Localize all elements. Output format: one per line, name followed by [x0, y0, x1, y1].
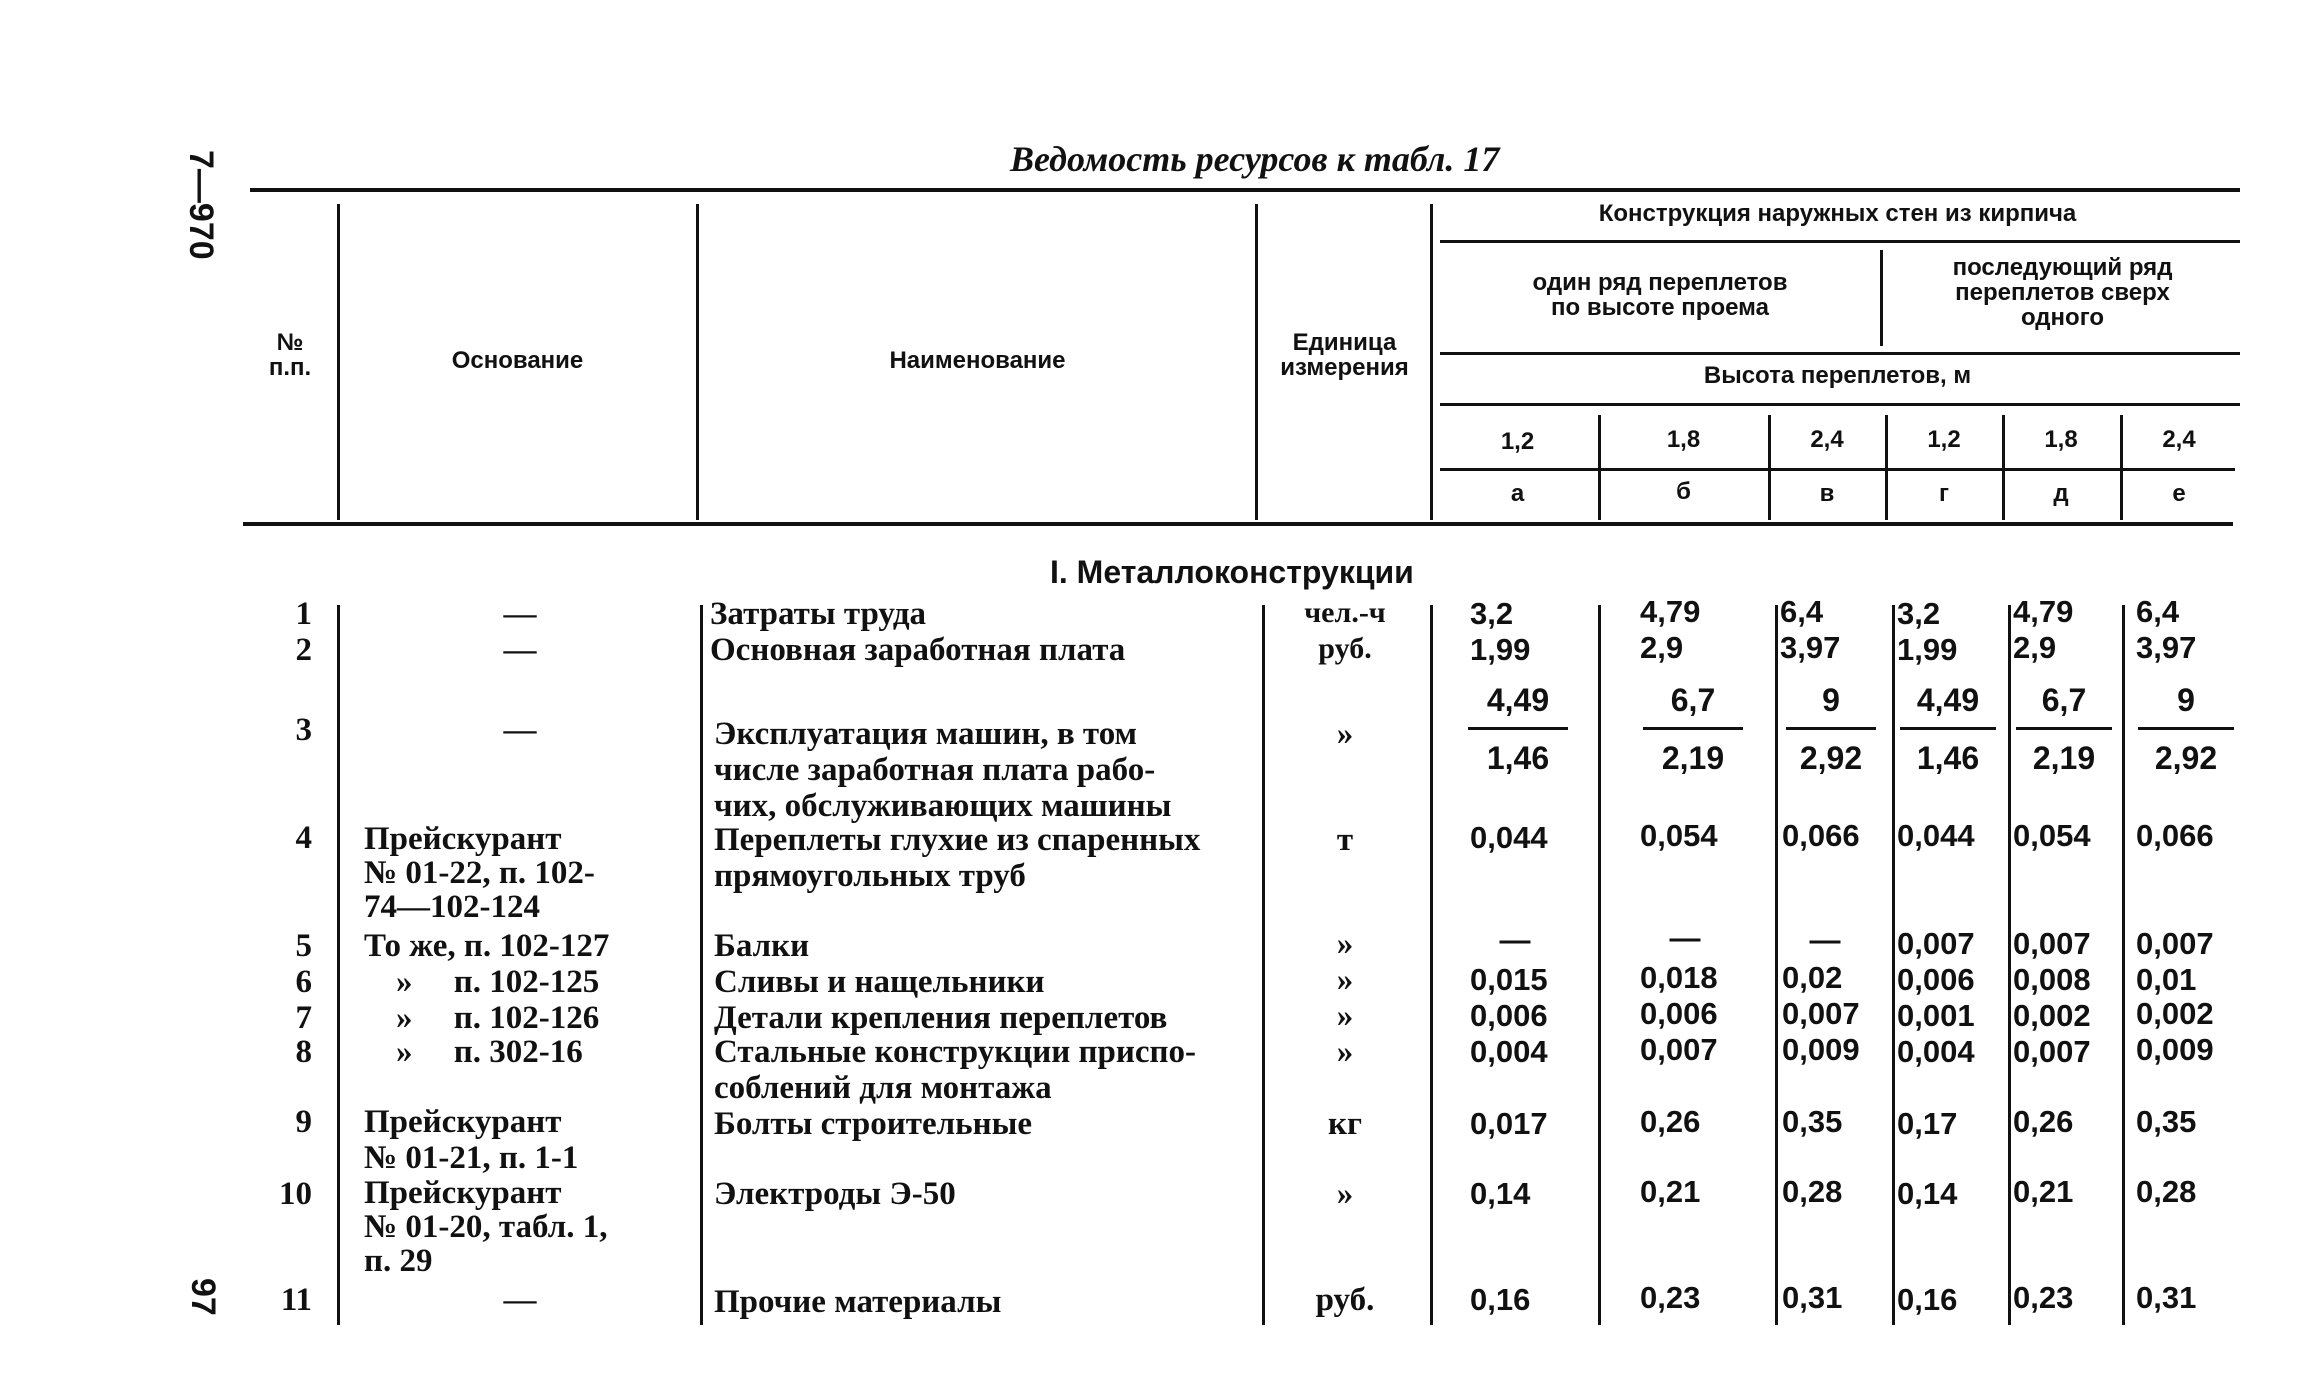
height-value: 2,4: [2162, 426, 2196, 453]
row-value: 6,4: [2136, 594, 2180, 629]
row-number: 8: [295, 1034, 312, 1070]
row-basis: —: [503, 632, 537, 668]
row-name: Прочие материалы: [714, 1284, 1002, 1320]
row-value: 0,066: [2136, 818, 2214, 853]
page-number: 97: [184, 1278, 222, 1316]
row-value: 0,004: [1470, 1034, 1548, 1069]
row-basis: —: [503, 1282, 537, 1318]
row-value: 0,004: [1897, 1034, 1975, 1069]
rule-groups: [1440, 352, 2240, 355]
row-value: 0,054: [2013, 818, 2091, 853]
header-construction: Конструкция наружных стен из кирпича: [1598, 200, 2077, 227]
header-unit: Единица измерения: [1280, 329, 1409, 382]
row-name: Стальные конструкции приспо- соблений для монтажа: [714, 1034, 1197, 1106]
row-basis: —: [503, 596, 537, 632]
column-letter: г: [1939, 480, 1949, 507]
row-value: 0,23: [1640, 1280, 1701, 1315]
fraction-value: [2138, 682, 2234, 777]
header-group-next: последующий ряд переплетов сверх одного: [1952, 254, 2173, 332]
row-value: 0,26: [1640, 1104, 1701, 1139]
row-value: 0,018: [1640, 960, 1718, 995]
row-value: 0,066: [1782, 818, 1860, 853]
header-height: Высота переплетов, м: [1703, 362, 1972, 389]
body-col-divider: [1598, 605, 1601, 1325]
header-col-divider: [337, 204, 340, 520]
row-value: 0,017: [1470, 1106, 1548, 1141]
row-unit: чел.-ч: [1304, 596, 1386, 629]
row-unit: »: [1336, 926, 1354, 962]
row-value: 0,007: [2013, 1034, 2091, 1069]
rule-height: [1440, 403, 2240, 406]
row-value: —: [1499, 922, 1531, 957]
row-unit: »: [1336, 998, 1354, 1034]
fraction-denominator: 1,46: [1916, 740, 1980, 776]
row-value: 0,008: [2013, 962, 2091, 997]
row-value: 4,79: [2013, 594, 2074, 629]
row-value: —: [1669, 920, 1701, 955]
row-basis: » п. 102-126: [396, 1000, 600, 1036]
fraction-denominator: 2,92: [2154, 740, 2218, 776]
row-value: 0,015: [1470, 962, 1548, 997]
row-value: 3,97: [2136, 630, 2197, 665]
height-value: 2,4: [1810, 426, 1844, 453]
fraction-numerator: 4,49: [1486, 682, 1550, 718]
row-value: 2,9: [1640, 630, 1684, 665]
row-value: 0,007: [2136, 926, 2214, 961]
row-name: Эксплуатация машин, в том числе заработная плата рабо- чих, обслуживающих машины: [714, 716, 1172, 824]
row-value: 0,35: [1782, 1104, 1843, 1139]
body-col-divider: [337, 605, 340, 1325]
row-value: 0,002: [2013, 998, 2091, 1033]
column-letter: б: [1676, 478, 1691, 505]
row-basis: —: [503, 712, 537, 748]
fraction-value: [2016, 682, 2112, 777]
row-name: Переплеты глухие из спаренных прямоугольных труб: [714, 822, 1201, 894]
fraction-denominator: 1,46: [1486, 740, 1550, 776]
row-name: Болты строительные: [714, 1106, 1032, 1142]
row-unit: кг: [1328, 1106, 1362, 1142]
row-number: 10: [279, 1176, 312, 1212]
row-number: 6: [295, 964, 312, 1000]
rule-letters: [1440, 468, 2235, 471]
row-value: 0,31: [2136, 1280, 2197, 1315]
row-name: Электроды Э-50: [714, 1176, 956, 1212]
body-col-divider: [1775, 605, 1778, 1325]
fraction-value: [1786, 682, 1876, 777]
row-value: 0,16: [1897, 1282, 1958, 1317]
row-value: 0,007: [1782, 996, 1860, 1031]
row-value: 0,26: [2013, 1104, 2074, 1139]
header-col-divider: [1255, 204, 1258, 520]
row-value: 0,007: [1640, 1032, 1718, 1067]
row-value: 0,044: [1470, 820, 1548, 855]
table-title: Ведомость ресурсов к табл. 17: [1010, 139, 1500, 179]
row-number: 3: [295, 712, 312, 748]
body-col-divider: [700, 605, 703, 1325]
row-value: 0,21: [1640, 1174, 1701, 1209]
header-no: № п.п.: [268, 329, 312, 382]
row-basis: Прейскурант № 01-21, п. 1-1: [364, 1104, 579, 1176]
row-basis: » п. 302-16: [396, 1034, 583, 1070]
header-basis: Основание: [451, 347, 584, 374]
row-unit: »: [1336, 716, 1354, 752]
row-value: 0,23: [2013, 1280, 2074, 1315]
header-name: Наименование: [889, 347, 1066, 374]
fraction-denominator: 2,19: [1661, 740, 1725, 776]
fraction-numerator: 9: [2177, 682, 2195, 718]
row-number: 1: [295, 596, 312, 632]
row-unit: »: [1336, 1034, 1354, 1070]
header-group-divider: [1880, 250, 1883, 346]
row-value: 0,17: [1897, 1106, 1958, 1141]
header-bottom-rule: [243, 522, 2233, 526]
row-value: 0,14: [1897, 1176, 1958, 1211]
row-value: 0,16: [1470, 1282, 1531, 1317]
row-value: 2,9: [2013, 630, 2057, 665]
row-value: 1,99: [1470, 632, 1531, 667]
rule-construction: [1440, 240, 2240, 243]
row-basis: То же, п. 102-127: [364, 928, 610, 964]
row-value: —: [1809, 922, 1841, 957]
fraction-denominator: 2,19: [2032, 740, 2096, 776]
height-value: 1,8: [1666, 426, 1701, 453]
row-value: 0,14: [1470, 1176, 1531, 1211]
row-value: 0,31: [1782, 1280, 1843, 1315]
row-value: 0,007: [1897, 926, 1975, 961]
row-value: 0,044: [1897, 818, 1975, 853]
fraction-value: [1900, 682, 1996, 777]
body-col-divider: [2122, 605, 2125, 1325]
row-name: Сливы и нащельники: [714, 964, 1045, 1000]
row-basis: Прейскурант № 01-22, п. 102- 74—102-124: [364, 821, 595, 925]
column-letter: е: [2172, 480, 2186, 507]
body-col-divider: [1892, 605, 1895, 1325]
row-number: 5: [295, 928, 312, 964]
row-value: 0,02: [1782, 960, 1843, 995]
side-code: 7—970: [182, 150, 220, 260]
row-value: 0,054: [1640, 818, 1718, 853]
header-group-one: один ряд переплетов по высоте проема: [1532, 269, 1788, 322]
section-title: I. Металлоконструкции: [1050, 554, 1414, 590]
row-number: 7: [295, 1000, 312, 1036]
row-value: 0,006: [1470, 998, 1548, 1033]
fraction-value: [1468, 682, 1568, 777]
column-letter: а: [1510, 480, 1525, 507]
row-value: 0,002: [2136, 996, 2214, 1031]
row-unit: руб.: [1318, 632, 1372, 665]
row-value: 0,006: [1640, 996, 1718, 1031]
fraction-numerator: 6,7: [1670, 682, 1716, 718]
row-value: 0,009: [1782, 1032, 1860, 1067]
row-value: 1,99: [1897, 632, 1958, 667]
header-top-rule: [250, 188, 2240, 192]
body-col-divider: [2008, 605, 2011, 1325]
height-value: 1,2: [1500, 428, 1535, 455]
row-value: 3,97: [1780, 630, 1841, 665]
fraction-value: [1643, 682, 1743, 777]
row-value: 3,2: [1470, 596, 1514, 631]
row-basis: Прейскурант № 01-20, табл. 1, п. 29: [364, 1175, 608, 1279]
row-name: Детали крепления переплетов: [714, 1000, 1168, 1036]
row-name: Балки: [714, 928, 810, 964]
column-letter: д: [2053, 480, 2069, 507]
row-number: 11: [280, 1282, 312, 1318]
row-value: 0,28: [2136, 1174, 2197, 1209]
column-letter: в: [1819, 480, 1835, 507]
fraction-numerator: 9: [1822, 682, 1840, 718]
header-col-divider: [1430, 204, 1433, 520]
row-name: Основная заработная плата: [710, 632, 1126, 668]
row-unit: »: [1336, 962, 1354, 998]
height-value: 1,8: [2044, 426, 2078, 453]
row-value: 0,21: [2013, 1174, 2074, 1209]
row-unit: т: [1336, 822, 1354, 858]
fraction-numerator: 4,49: [1916, 682, 1980, 718]
row-unit: »: [1336, 1176, 1354, 1212]
row-value: 4,79: [1640, 594, 1701, 629]
row-value: 3,2: [1897, 596, 1941, 631]
row-value: 0,001: [1897, 998, 1975, 1033]
row-value: 6,4: [1780, 594, 1824, 629]
row-number: 4: [295, 820, 312, 856]
header-col-divider: [696, 204, 699, 520]
row-basis: » п. 102-125: [396, 964, 600, 1000]
row-value: 0,01: [2136, 962, 2197, 997]
row-value: 0,35: [2136, 1104, 2197, 1139]
row-number: 9: [295, 1104, 312, 1140]
row-value: 0,28: [1782, 1174, 1843, 1209]
fraction-numerator: 6,7: [2041, 682, 2087, 718]
body-col-divider: [1430, 605, 1433, 1325]
height-value: 1,2: [1927, 426, 1961, 453]
row-unit: руб.: [1315, 1282, 1375, 1318]
row-number: 2: [295, 632, 312, 668]
row-value: 0,009: [2136, 1032, 2214, 1067]
row-value: 0,007: [2013, 926, 2091, 961]
row-value: 0,006: [1897, 962, 1975, 997]
row-name: Затраты труда: [710, 596, 927, 632]
fraction-denominator: 2,92: [1799, 740, 1863, 776]
